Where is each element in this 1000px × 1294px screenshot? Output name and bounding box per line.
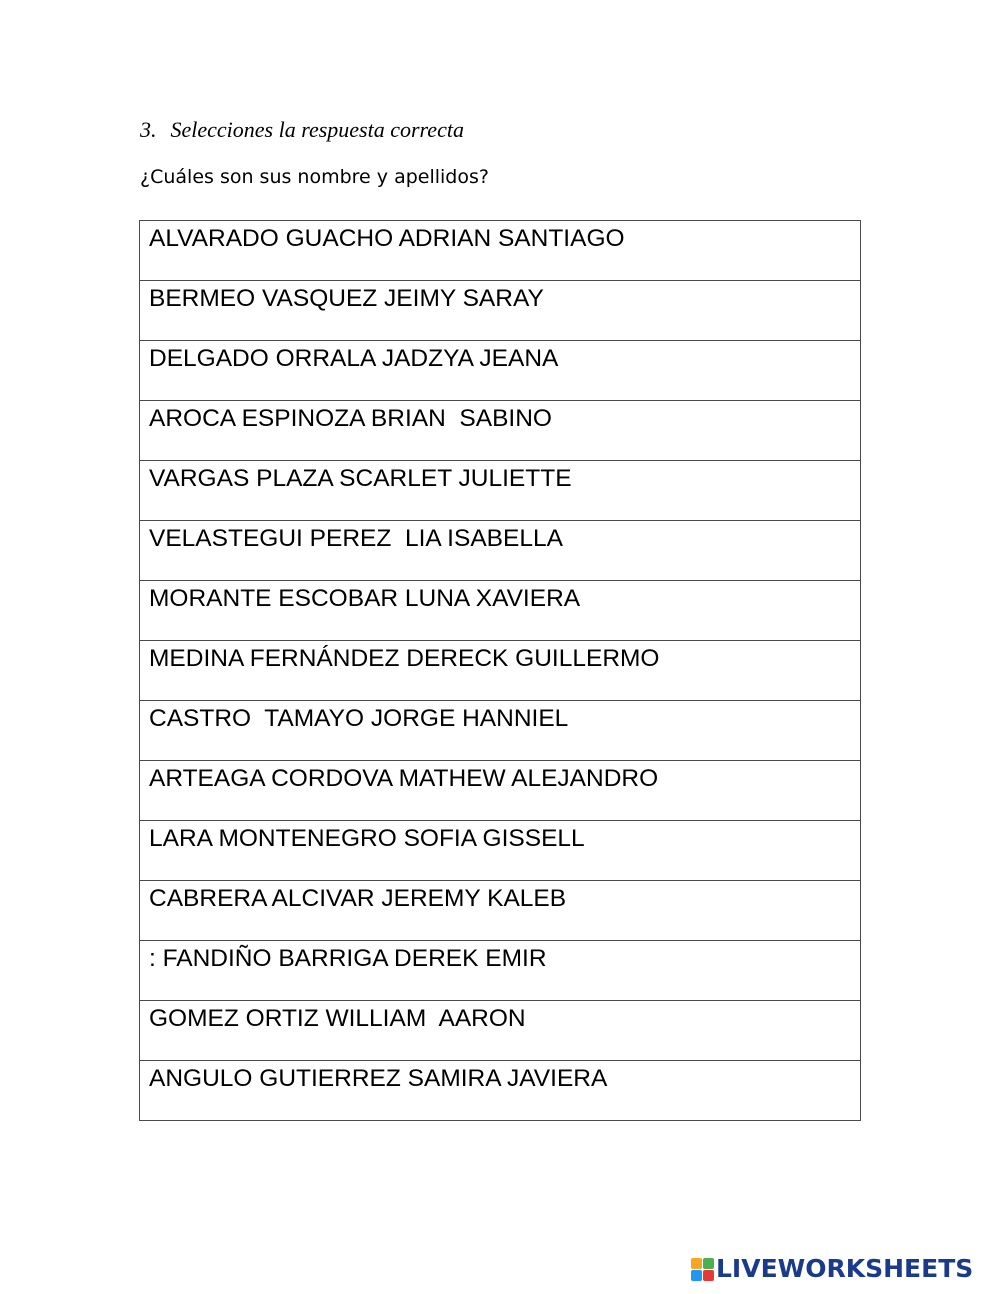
logo-text: LIVEWORKSHEETS [716,1254,974,1283]
liveworksheets-logo [691,1254,973,1284]
logo-tile-green [703,1258,714,1269]
liveworksheets-logo-icon [691,1258,714,1281]
name-cell[interactable] [140,701,861,761]
name-option: ANGULO GUTIERREZ SAMIRA JAVIERA [149,1065,608,1092]
table-row [140,461,861,521]
name-cell[interactable] [140,581,861,641]
exercise-number: 3. [140,117,157,142]
name-option: : FANDIÑO BARRIGA DEREK EMIR [149,945,547,972]
table-row [140,1061,861,1121]
name-option: MORANTE ESCOBAR LUNA XAVIERA [149,585,581,612]
exercise-heading [140,116,464,144]
name-cell[interactable] [140,341,861,401]
name-option: DELGADO ORRALA JADZYA JEANA [149,345,559,372]
name-cell[interactable] [140,221,861,281]
name-option: AROCA ESPINOZA BRIAN SABINO [149,405,552,432]
exercise-title: Selecciones la respuesta correcta [170,117,464,142]
name-option: BERMEO VASQUEZ JEIMY SARAY [149,285,544,312]
logo-tile-red [703,1270,714,1281]
name-option: VELASTEGUI PEREZ LIA ISABELLA [149,525,563,552]
table-row [140,521,861,581]
table-row [140,581,861,641]
name-option: VARGAS PLAZA SCARLET JULIETTE [149,465,572,492]
table-row [140,641,861,701]
table-row [140,401,861,461]
table-row [140,701,861,761]
table-row [140,1001,861,1061]
name-option: MEDINA FERNÁNDEZ DERECK GUILLERMO [149,645,660,672]
table-row [140,941,861,1001]
logo-tile-blue [691,1270,702,1281]
name-option: LARA MONTENEGRO SOFIA GISSELL [149,825,585,852]
table-row [140,881,861,941]
name-cell[interactable] [140,521,861,581]
name-option: ARTEAGA CORDOVA MATHEW ALEJANDRO [149,765,659,792]
table-row [140,761,861,821]
name-option: ALVARADO GUACHO ADRIAN SANTIAGO [149,225,625,252]
name-cell[interactable] [140,941,861,1001]
logo-tile-orange [691,1258,702,1269]
name-cell[interactable] [140,281,861,341]
name-cell[interactable] [140,1001,861,1061]
table-row [140,221,861,281]
name-option: CASTRO TAMAYO JORGE HANNIEL [149,705,569,732]
table-row [140,341,861,401]
name-cell[interactable] [140,761,861,821]
name-option: CABRERA ALCIVAR JEREMY KALEB [149,885,567,912]
table-row [140,821,861,881]
table-row [140,281,861,341]
names-table-body [140,221,861,1121]
names-table [139,220,861,1121]
name-cell[interactable] [140,401,861,461]
name-cell[interactable] [140,461,861,521]
name-cell[interactable] [140,641,861,701]
name-cell[interactable] [140,1061,861,1121]
name-cell[interactable] [140,821,861,881]
question-text: ¿Cuáles son sus nombre y apellidos? [140,166,489,188]
name-cell[interactable] [140,881,861,941]
name-option: GOMEZ ORTIZ WILLIAM AARON [149,1005,526,1032]
